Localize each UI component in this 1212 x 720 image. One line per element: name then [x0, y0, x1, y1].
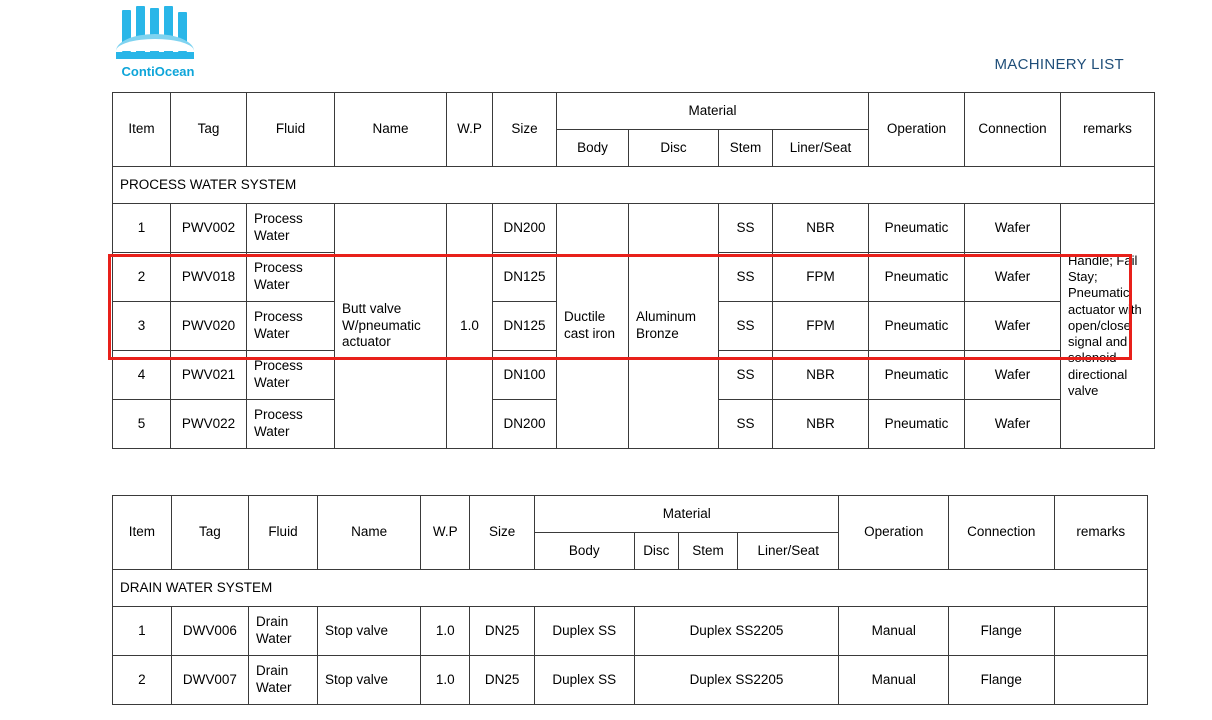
- drain-water-table: [112, 495, 1148, 705]
- process-water-table: [112, 92, 1155, 449]
- cell-connection: Wafer: [965, 253, 1061, 302]
- col-header-fluid: Fluid: [248, 496, 317, 570]
- col-header-connection: Connection: [949, 496, 1055, 570]
- col-header-name: Name: [317, 496, 420, 570]
- col-header-fluid: Fluid: [247, 93, 335, 167]
- col-header-operation: Operation: [839, 496, 949, 570]
- col-header-remarks: remarks: [1054, 496, 1147, 570]
- section-header-row: [113, 570, 1148, 607]
- col-header-tag: Tag: [171, 496, 248, 570]
- cell-liner-seat: NBR: [773, 204, 869, 253]
- logo-base-shape: [116, 52, 194, 59]
- section-title-drain-water: DRAIN WATER SYSTEM: [113, 570, 1148, 607]
- cell-body: Duplex SS: [535, 656, 634, 705]
- cell-disc-merged: Aluminum Bronze: [629, 204, 719, 449]
- col-header-stem: Stem: [679, 533, 738, 570]
- cell-operation: Pneumatic: [869, 400, 965, 449]
- col-header-connection: Connection: [965, 93, 1061, 167]
- cell-item: 1: [113, 204, 171, 253]
- cell-size: DN125: [493, 253, 557, 302]
- process-water-table-wrap: [112, 92, 1148, 449]
- cell-fluid: Process Water: [247, 302, 335, 351]
- cell-operation: Manual: [839, 607, 949, 656]
- table-header-row-top: [113, 93, 1155, 130]
- cell-item: 4: [113, 351, 171, 400]
- cell-operation: Pneumatic: [869, 204, 965, 253]
- logo-wordmark: ContiOcean: [121, 64, 195, 79]
- col-header-name: Name: [335, 93, 447, 167]
- cell-connection: Wafer: [965, 351, 1061, 400]
- page-title: MACHINERY LIST: [994, 56, 1124, 73]
- cell-fluid: Process Water: [247, 253, 335, 302]
- cell-material-rest: Duplex SS2205: [634, 607, 839, 656]
- cell-connection: Wafer: [965, 400, 1061, 449]
- cell-tag: PWV022: [171, 400, 247, 449]
- cell-remarks: [1054, 656, 1147, 705]
- cell-wp: 1.0: [421, 607, 470, 656]
- cell-body: Duplex SS: [535, 607, 634, 656]
- cell-fluid: Drain Water: [248, 656, 317, 705]
- cell-item: 2: [113, 656, 172, 705]
- col-header-body: Body: [535, 533, 634, 570]
- document-header: [0, 0, 1212, 92]
- cell-connection: Flange: [949, 607, 1055, 656]
- cell-tag: PWV021: [171, 351, 247, 400]
- cell-stem: SS: [719, 253, 773, 302]
- section-title-process-water: PROCESS WATER SYSTEM: [113, 167, 1155, 204]
- col-header-material: Material: [557, 93, 869, 130]
- cell-connection: Flange: [949, 656, 1055, 705]
- cell-fluid: Process Water: [247, 204, 335, 253]
- col-header-item: Item: [113, 93, 171, 167]
- cell-item: 3: [113, 302, 171, 351]
- cell-fluid: Process Water: [247, 400, 335, 449]
- cell-operation: Pneumatic: [869, 302, 965, 351]
- col-header-disc: Disc: [629, 130, 719, 167]
- cell-name: Stop valve: [317, 656, 420, 705]
- col-header-liner-seat: Liner/Seat: [773, 130, 869, 167]
- col-header-liner-seat: Liner/Seat: [737, 533, 838, 570]
- cell-name-merged: Butt valve W/pneumatic actuator: [335, 204, 447, 449]
- cell-item: 5: [113, 400, 171, 449]
- cell-name: Stop valve: [317, 607, 420, 656]
- cell-wp-merged: 1.0: [447, 204, 493, 449]
- cell-tag: PWV020: [171, 302, 247, 351]
- col-header-material: Material: [535, 496, 839, 533]
- cell-size: DN25: [470, 656, 535, 705]
- logo-icon: [112, 6, 196, 62]
- cell-stem: SS: [719, 204, 773, 253]
- cell-fluid: Drain Water: [248, 607, 317, 656]
- col-header-size: Size: [470, 496, 535, 570]
- col-header-operation: Operation: [869, 93, 965, 167]
- cell-operation: Manual: [839, 656, 949, 705]
- col-header-size: Size: [493, 93, 557, 167]
- col-header-remarks: remarks: [1061, 93, 1155, 167]
- cell-size: DN25: [470, 607, 535, 656]
- cell-tag: PWV018: [171, 253, 247, 302]
- cell-stem: SS: [719, 351, 773, 400]
- cell-stem: SS: [719, 400, 773, 449]
- cell-stem: SS: [719, 302, 773, 351]
- cell-tag: DWV006: [171, 607, 248, 656]
- col-header-disc: Disc: [634, 533, 679, 570]
- table-row: [113, 204, 1155, 253]
- cell-wp: 1.0: [421, 656, 470, 705]
- cell-liner-seat: FPM: [773, 302, 869, 351]
- cell-connection: Wafer: [965, 204, 1061, 253]
- cell-remarks: [1054, 607, 1147, 656]
- col-header-stem: Stem: [719, 130, 773, 167]
- col-header-tag: Tag: [171, 93, 247, 167]
- cell-item: 2: [113, 253, 171, 302]
- table-row: [113, 656, 1148, 705]
- cell-operation: Pneumatic: [869, 351, 965, 400]
- cell-tag: PWV002: [171, 204, 247, 253]
- cell-connection: Wafer: [965, 302, 1061, 351]
- cell-liner-seat: FPM: [773, 253, 869, 302]
- cell-material-rest: Duplex SS2205: [634, 656, 839, 705]
- table-row: [113, 607, 1148, 656]
- cell-remarks-merged: Handle; Fail Stay; Pneumatic actuator with open/close signal and solenoid directional valve: [1061, 204, 1155, 449]
- table-header-row-top: [113, 496, 1148, 533]
- cell-size: DN100: [493, 351, 557, 400]
- col-header-wp: W.P: [447, 93, 493, 167]
- col-header-body: Body: [557, 130, 629, 167]
- cell-tag: DWV007: [171, 656, 248, 705]
- cell-operation: Pneumatic: [869, 253, 965, 302]
- contiocean-logo: [112, 6, 204, 84]
- cell-size: DN125: [493, 302, 557, 351]
- cell-size: DN200: [493, 400, 557, 449]
- drain-water-table-wrap: [112, 495, 1148, 705]
- cell-item: 1: [113, 607, 172, 656]
- section-header-row: [113, 167, 1155, 204]
- cell-size: DN200: [493, 204, 557, 253]
- cell-fluid: Process Water: [247, 351, 335, 400]
- cell-body-merged: Ductile cast iron: [557, 204, 629, 449]
- col-header-item: Item: [113, 496, 172, 570]
- cell-liner-seat: NBR: [773, 400, 869, 449]
- cell-liner-seat: NBR: [773, 351, 869, 400]
- col-header-wp: W.P: [421, 496, 470, 570]
